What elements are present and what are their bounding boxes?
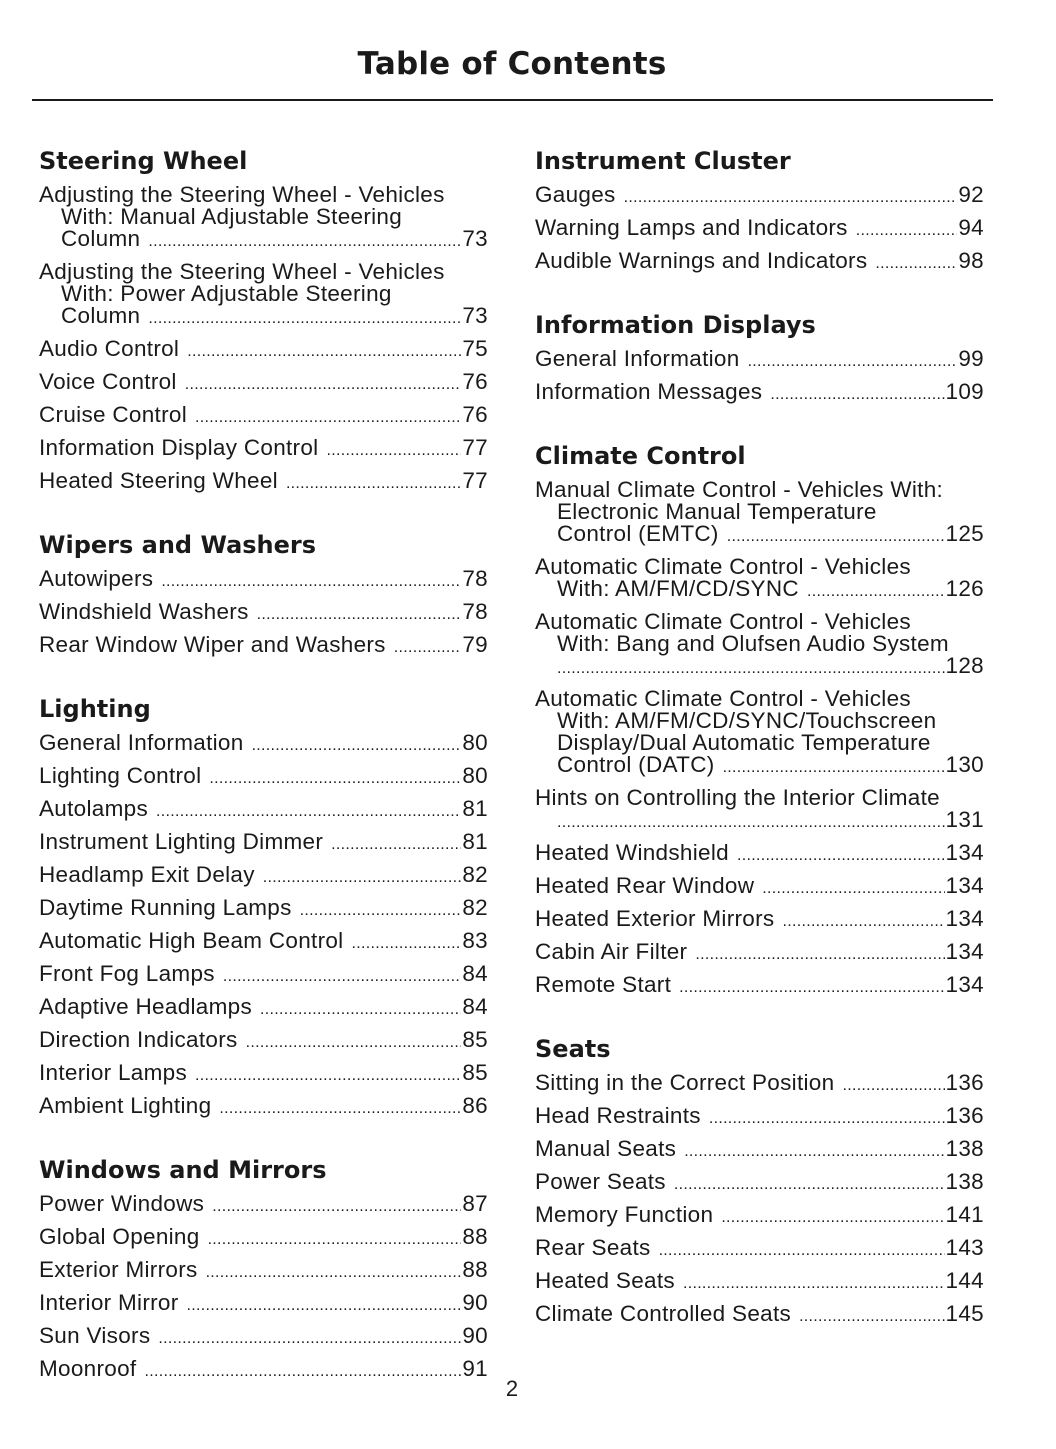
dot-leader bbox=[807, 581, 945, 603]
page-ref: 77 bbox=[462, 435, 488, 460]
entry-title: Exterior Mirrors bbox=[39, 1257, 198, 1282]
toc-entry[interactable] bbox=[39, 1091, 488, 1124]
toc-entry[interactable] bbox=[535, 1167, 984, 1200]
page-ref: 83 bbox=[462, 928, 488, 953]
dot-leader bbox=[875, 253, 957, 275]
page-ref: 128 bbox=[945, 653, 984, 678]
toc-column-right bbox=[535, 143, 984, 1360]
section-climate-control bbox=[535, 438, 984, 1003]
entry-last-line bbox=[535, 655, 984, 680]
entry-last-line bbox=[535, 1105, 984, 1130]
entry-last-line bbox=[535, 250, 984, 275]
dot-leader bbox=[557, 812, 945, 834]
dot-leader bbox=[286, 473, 461, 495]
toc-entry[interactable] bbox=[39, 597, 488, 630]
toc-entry[interactable] bbox=[39, 992, 488, 1025]
entry-title: Instrument Lighting Dimmer bbox=[39, 829, 324, 854]
toc-entry[interactable] bbox=[535, 1101, 984, 1134]
dot-leader bbox=[246, 1032, 462, 1054]
entry-title: Column bbox=[61, 303, 141, 328]
entry-title: Manual Climate Control - Vehicles With: bbox=[535, 477, 944, 502]
page-ref: 77 bbox=[462, 468, 488, 493]
entry-title: Heated Seats bbox=[535, 1268, 675, 1293]
toc-entry[interactable] bbox=[39, 827, 488, 860]
toc-entry[interactable] bbox=[535, 1233, 984, 1266]
entry-title: Adjusting the Steering Wheel - Vehicles bbox=[39, 259, 445, 284]
section-title: Instrument Cluster bbox=[535, 147, 791, 175]
dot-leader bbox=[260, 999, 461, 1021]
entry-last-line bbox=[39, 1292, 488, 1317]
entry-list bbox=[535, 475, 984, 1003]
entry-last-line bbox=[39, 996, 488, 1021]
dot-leader bbox=[161, 571, 461, 593]
toc-entry[interactable] bbox=[39, 1058, 488, 1091]
page-ref: 88 bbox=[462, 1224, 488, 1249]
page-ref: 138 bbox=[945, 1169, 984, 1194]
entry-last-line bbox=[39, 568, 488, 593]
page-ref: 125 bbox=[945, 521, 984, 546]
page-ref: 88 bbox=[462, 1257, 488, 1282]
entry-last-line bbox=[535, 941, 984, 966]
entry-title: Rear Window Wiper and Washers bbox=[39, 632, 386, 657]
page-ref: 92 bbox=[958, 182, 984, 207]
entry-last-line bbox=[535, 348, 984, 373]
dot-leader bbox=[721, 1207, 944, 1229]
entry-list bbox=[535, 180, 984, 279]
entry-title: General Information bbox=[535, 346, 740, 371]
dot-leader bbox=[723, 757, 945, 779]
entry-title: Heated Rear Window bbox=[535, 873, 755, 898]
section-instrument-cluster bbox=[535, 143, 984, 279]
entry-last-line bbox=[39, 371, 488, 396]
dot-leader bbox=[148, 308, 461, 330]
dot-leader bbox=[257, 604, 462, 626]
toc-entry[interactable] bbox=[39, 564, 488, 597]
title-divider bbox=[32, 99, 993, 101]
page-ref: 134 bbox=[945, 906, 984, 931]
entry-last-line bbox=[535, 1204, 984, 1229]
entry-last-line bbox=[39, 765, 488, 790]
entry-list bbox=[39, 1189, 488, 1387]
toc-entry[interactable] bbox=[535, 1200, 984, 1233]
entry-last-line bbox=[535, 1171, 984, 1196]
dot-leader bbox=[799, 1306, 944, 1328]
page-ref: 79 bbox=[462, 632, 488, 657]
toc-entry[interactable] bbox=[39, 257, 488, 334]
entry-title-continued: With: Manual Adjustable Steering bbox=[61, 204, 403, 229]
entry-list bbox=[39, 180, 488, 499]
entry-last-line bbox=[39, 831, 488, 856]
dot-leader bbox=[557, 658, 945, 680]
entry-title: Autolamps bbox=[39, 796, 149, 821]
toc-entry[interactable] bbox=[535, 377, 984, 410]
dot-leader bbox=[782, 911, 944, 933]
dot-leader bbox=[206, 1262, 462, 1284]
entry-title: Ambient Lighting bbox=[39, 1093, 212, 1118]
page-ref: 143 bbox=[945, 1235, 984, 1260]
page-ref: 136 bbox=[945, 1103, 984, 1128]
toc-entry[interactable] bbox=[535, 1134, 984, 1167]
entry-title: Automatic Climate Control - Vehicles bbox=[535, 686, 911, 711]
toc-column-left bbox=[39, 143, 488, 1415]
page-ref: 90 bbox=[462, 1290, 488, 1315]
page-ref: 141 bbox=[945, 1202, 984, 1227]
page-ref: 85 bbox=[462, 1060, 488, 1085]
entry-last-line bbox=[39, 732, 488, 757]
dot-leader bbox=[195, 1065, 461, 1087]
toc-entry[interactable] bbox=[39, 1255, 488, 1288]
section-title: Windows and Mirrors bbox=[39, 1156, 327, 1184]
section-steering-wheel bbox=[39, 143, 488, 499]
entry-last-line bbox=[535, 875, 984, 900]
page-ref: 73 bbox=[462, 226, 488, 251]
dot-leader bbox=[770, 384, 944, 406]
entry-last-line bbox=[535, 1138, 984, 1163]
section-information-displays bbox=[535, 307, 984, 410]
section-title: Lighting bbox=[39, 695, 151, 723]
dot-leader bbox=[208, 1229, 462, 1251]
entry-title: Interior Mirror bbox=[39, 1290, 179, 1315]
section-title: Seats bbox=[535, 1035, 611, 1063]
entry-last-line bbox=[39, 404, 488, 429]
toc-entry[interactable] bbox=[39, 761, 488, 794]
entry-last-line bbox=[39, 864, 488, 889]
entry-title: Front Fog Lamps bbox=[39, 961, 215, 986]
dot-leader bbox=[684, 1141, 944, 1163]
page-ref: 76 bbox=[462, 369, 488, 394]
entry-last-line bbox=[535, 217, 984, 242]
page-ref: 87 bbox=[462, 1191, 488, 1216]
entry-title: Heated Windshield bbox=[535, 840, 729, 865]
toc-entry[interactable] bbox=[535, 475, 984, 552]
dot-leader bbox=[252, 735, 462, 757]
entry-title: Automatic Climate Control - Vehicles bbox=[535, 609, 911, 634]
page-ref: 109 bbox=[945, 379, 984, 404]
entry-last-line bbox=[39, 634, 488, 659]
dot-leader bbox=[748, 351, 958, 373]
entry-title: Lighting Control bbox=[39, 763, 202, 788]
page-ref: 81 bbox=[462, 829, 488, 854]
page-ref: 98 bbox=[958, 248, 984, 273]
entry-title: Audible Warnings and Indicators bbox=[535, 248, 868, 273]
dot-leader bbox=[195, 407, 461, 429]
page-ref: 82 bbox=[462, 862, 488, 887]
dot-leader bbox=[156, 801, 461, 823]
page-ref: 76 bbox=[462, 402, 488, 427]
toc-entry[interactable] bbox=[39, 466, 488, 499]
dot-leader bbox=[187, 341, 461, 363]
dot-leader bbox=[158, 1328, 461, 1350]
entry-last-line bbox=[39, 1062, 488, 1087]
page-ref: 80 bbox=[462, 730, 488, 755]
toc-entry[interactable] bbox=[535, 180, 984, 213]
entry-title: Adaptive Headlamps bbox=[39, 994, 253, 1019]
toc-entry[interactable] bbox=[39, 860, 488, 893]
page-ref: 82 bbox=[462, 895, 488, 920]
dot-leader bbox=[212, 1196, 461, 1218]
toc-entry[interactable] bbox=[39, 1025, 488, 1058]
page-ref: 144 bbox=[945, 1268, 984, 1293]
toc-entry[interactable] bbox=[535, 871, 984, 904]
dot-leader bbox=[762, 878, 944, 900]
entry-title: Autowipers bbox=[39, 566, 154, 591]
entry-title: Climate Controlled Seats bbox=[535, 1301, 792, 1326]
toc-entry[interactable] bbox=[535, 937, 984, 970]
dot-leader bbox=[223, 966, 462, 988]
toc-entry[interactable] bbox=[535, 783, 984, 838]
entry-title: Control (DATC) bbox=[557, 752, 715, 777]
page-ref: 78 bbox=[462, 599, 488, 624]
toc-entry[interactable] bbox=[39, 728, 488, 761]
page-ref: 134 bbox=[945, 939, 984, 964]
page-ref: 99 bbox=[958, 346, 984, 371]
page-ref: 80 bbox=[462, 763, 488, 788]
toc-entry[interactable] bbox=[39, 334, 488, 367]
entry-title: Rear Seats bbox=[535, 1235, 651, 1260]
dot-leader bbox=[737, 845, 945, 867]
toc-entry[interactable] bbox=[39, 400, 488, 433]
entry-last-line bbox=[39, 338, 488, 363]
entry-title-continued: Display/Dual Automatic Temperature bbox=[557, 730, 931, 755]
toc-entry[interactable] bbox=[535, 1266, 984, 1299]
toc-entry[interactable] bbox=[39, 1288, 488, 1321]
page-ref: 126 bbox=[945, 576, 984, 601]
page-ref: 75 bbox=[462, 336, 488, 361]
toc-entry[interactable] bbox=[39, 1189, 488, 1222]
page-ref: 84 bbox=[462, 961, 488, 986]
dot-leader bbox=[209, 768, 461, 790]
entry-last-line bbox=[535, 1237, 984, 1262]
entry-title: Memory Function bbox=[535, 1202, 714, 1227]
section-lighting bbox=[39, 691, 488, 1124]
page-ref: 81 bbox=[462, 796, 488, 821]
page-ref: 84 bbox=[462, 994, 488, 1019]
toc-entry[interactable] bbox=[535, 213, 984, 246]
entry-last-line bbox=[535, 842, 984, 867]
toc-entry[interactable] bbox=[39, 433, 488, 466]
entry-last-line bbox=[535, 184, 984, 209]
entry-list bbox=[39, 564, 488, 663]
entry-title: Gauges bbox=[535, 182, 616, 207]
entry-last-line bbox=[39, 228, 488, 253]
entry-list bbox=[535, 1068, 984, 1332]
entry-title: With: AM/FM/CD/SYNC bbox=[557, 576, 799, 601]
entry-title: Power Seats bbox=[535, 1169, 666, 1194]
section-title: Information Displays bbox=[535, 311, 816, 339]
dot-leader bbox=[709, 1108, 945, 1130]
entry-title: Warning Lamps and Indicators bbox=[535, 215, 848, 240]
toc-entry[interactable] bbox=[535, 246, 984, 279]
entry-last-line bbox=[535, 1072, 984, 1097]
toc-entry[interactable] bbox=[535, 838, 984, 871]
toc-entry[interactable] bbox=[39, 794, 488, 827]
dot-leader bbox=[300, 900, 462, 922]
entry-title: Heated Exterior Mirrors bbox=[535, 906, 775, 931]
dot-leader bbox=[659, 1240, 945, 1262]
toc-entry[interactable] bbox=[535, 552, 984, 607]
entry-last-line bbox=[39, 1095, 488, 1120]
entry-last-line bbox=[535, 523, 984, 548]
page-ref: 85 bbox=[462, 1027, 488, 1052]
entry-last-line bbox=[39, 1226, 488, 1251]
toc-entry[interactable] bbox=[39, 926, 488, 959]
entry-title: Global Opening bbox=[39, 1224, 200, 1249]
entry-list bbox=[535, 344, 984, 410]
entry-title: Information Messages bbox=[535, 379, 763, 404]
entry-last-line bbox=[535, 381, 984, 406]
entry-last-line bbox=[39, 1193, 488, 1218]
entry-title-continued: With: Power Adjustable Steering bbox=[61, 281, 392, 306]
page-ref: 86 bbox=[462, 1093, 488, 1118]
entry-last-line bbox=[39, 1325, 488, 1350]
page-title: Table of Contents bbox=[357, 46, 667, 82]
entry-title-continued: With: AM/FM/CD/SYNC/Touchscreen bbox=[557, 708, 937, 733]
entry-last-line bbox=[39, 930, 488, 955]
page-ref: 130 bbox=[945, 752, 984, 777]
entry-title: Sitting in the Correct Position bbox=[535, 1070, 835, 1095]
toc-entry[interactable] bbox=[535, 684, 984, 783]
entry-last-line bbox=[39, 305, 488, 330]
dot-leader bbox=[842, 1075, 944, 1097]
entry-title: Moonroof bbox=[39, 1356, 137, 1381]
page-ref: 73 bbox=[462, 303, 488, 328]
section-seats bbox=[535, 1031, 984, 1332]
page-ref: 145 bbox=[945, 1301, 984, 1326]
entry-title: Manual Seats bbox=[535, 1136, 677, 1161]
section-title: Wipers and Washers bbox=[39, 531, 317, 559]
entry-title: Remote Start bbox=[535, 972, 672, 997]
entry-list bbox=[39, 728, 488, 1124]
page-ref: 90 bbox=[462, 1323, 488, 1348]
entry-title: Headlamp Exit Delay bbox=[39, 862, 255, 887]
entry-last-line bbox=[39, 897, 488, 922]
entry-title: Head Restraints bbox=[535, 1103, 701, 1128]
dot-leader bbox=[695, 944, 944, 966]
page-ref: 134 bbox=[945, 972, 984, 997]
entry-title: Adjusting the Steering Wheel - Vehicles bbox=[39, 182, 445, 207]
entry-last-line bbox=[39, 963, 488, 988]
toc-entry[interactable] bbox=[535, 970, 984, 1003]
section-wipers-and-washers bbox=[39, 527, 488, 663]
toc-entry[interactable] bbox=[39, 1222, 488, 1255]
entry-last-line bbox=[535, 809, 984, 834]
page-ref: 78 bbox=[462, 566, 488, 591]
page-ref: 131 bbox=[945, 807, 984, 832]
entry-last-line bbox=[535, 578, 984, 603]
page-ref: 91 bbox=[462, 1356, 488, 1381]
dot-leader bbox=[394, 637, 462, 659]
entry-last-line bbox=[535, 1303, 984, 1328]
entry-title: Column bbox=[61, 226, 141, 251]
page-ref: 138 bbox=[945, 1136, 984, 1161]
section-title: Steering Wheel bbox=[39, 147, 248, 175]
entry-title-continued: With: Bang and Olufsen Audio System bbox=[557, 631, 949, 656]
section-title: Climate Control bbox=[535, 442, 746, 470]
page-ref: 94 bbox=[958, 215, 984, 240]
entry-title-continued: Electronic Manual Temperature bbox=[557, 499, 877, 524]
dot-leader bbox=[683, 1273, 945, 1295]
entry-title: Control (EMTC) bbox=[557, 521, 719, 546]
toc-entry[interactable] bbox=[39, 367, 488, 400]
toc-entry[interactable] bbox=[39, 180, 488, 257]
entry-last-line bbox=[39, 1029, 488, 1054]
dot-leader bbox=[679, 977, 944, 999]
toc-entry[interactable] bbox=[39, 893, 488, 926]
entry-title: Automatic Climate Control - Vehicles bbox=[535, 554, 911, 579]
dot-leader bbox=[351, 933, 461, 955]
entry-title: Hints on Controlling the Interior Climate bbox=[535, 785, 940, 810]
entry-last-line bbox=[39, 1259, 488, 1284]
entry-last-line bbox=[535, 908, 984, 933]
dot-leader bbox=[331, 834, 461, 856]
toc-entry[interactable] bbox=[39, 1321, 488, 1354]
toc-entry[interactable] bbox=[535, 1068, 984, 1101]
dot-leader bbox=[263, 867, 462, 889]
entry-title: Voice Control bbox=[39, 369, 177, 394]
entry-last-line bbox=[39, 798, 488, 823]
toc-entry[interactable] bbox=[535, 344, 984, 377]
toc-entry[interactable] bbox=[39, 630, 488, 663]
dot-leader bbox=[148, 231, 461, 253]
entry-last-line bbox=[535, 974, 984, 999]
entry-last-line bbox=[535, 1270, 984, 1295]
entry-title: Audio Control bbox=[39, 336, 180, 361]
entry-title: Sun Visors bbox=[39, 1323, 151, 1348]
toc-entry[interactable] bbox=[535, 904, 984, 937]
dot-leader bbox=[674, 1174, 945, 1196]
entry-title: Cabin Air Filter bbox=[535, 939, 688, 964]
entry-title: Heated Steering Wheel bbox=[39, 468, 278, 493]
entry-title: Windshield Washers bbox=[39, 599, 249, 624]
entry-last-line bbox=[39, 437, 488, 462]
entry-title: Daytime Running Lamps bbox=[39, 895, 292, 920]
entry-title: Direction Indicators bbox=[39, 1027, 238, 1052]
dot-leader bbox=[326, 440, 461, 462]
entry-title: Information Display Control bbox=[39, 435, 319, 460]
dot-leader bbox=[187, 1295, 462, 1317]
entry-last-line bbox=[39, 601, 488, 626]
dot-leader bbox=[185, 374, 462, 396]
entry-title: General Information bbox=[39, 730, 244, 755]
entry-title: Cruise Control bbox=[39, 402, 187, 427]
section-windows-and-mirrors bbox=[39, 1152, 488, 1387]
toc-entry[interactable] bbox=[535, 607, 984, 684]
page-number: 2 bbox=[505, 1376, 519, 1401]
page-ref: 134 bbox=[945, 840, 984, 865]
entry-last-line bbox=[39, 470, 488, 495]
dot-leader bbox=[624, 187, 958, 209]
page-ref: 134 bbox=[945, 873, 984, 898]
entry-title: Interior Lamps bbox=[39, 1060, 188, 1085]
toc-entry[interactable] bbox=[39, 959, 488, 992]
dot-leader bbox=[856, 220, 958, 242]
toc-entry[interactable] bbox=[535, 1299, 984, 1332]
page-ref: 136 bbox=[945, 1070, 984, 1095]
entry-title: Power Windows bbox=[39, 1191, 205, 1216]
entry-title: Automatic High Beam Control bbox=[39, 928, 344, 953]
entry-last-line bbox=[535, 754, 984, 779]
dot-leader bbox=[219, 1098, 461, 1120]
dot-leader bbox=[727, 526, 945, 548]
